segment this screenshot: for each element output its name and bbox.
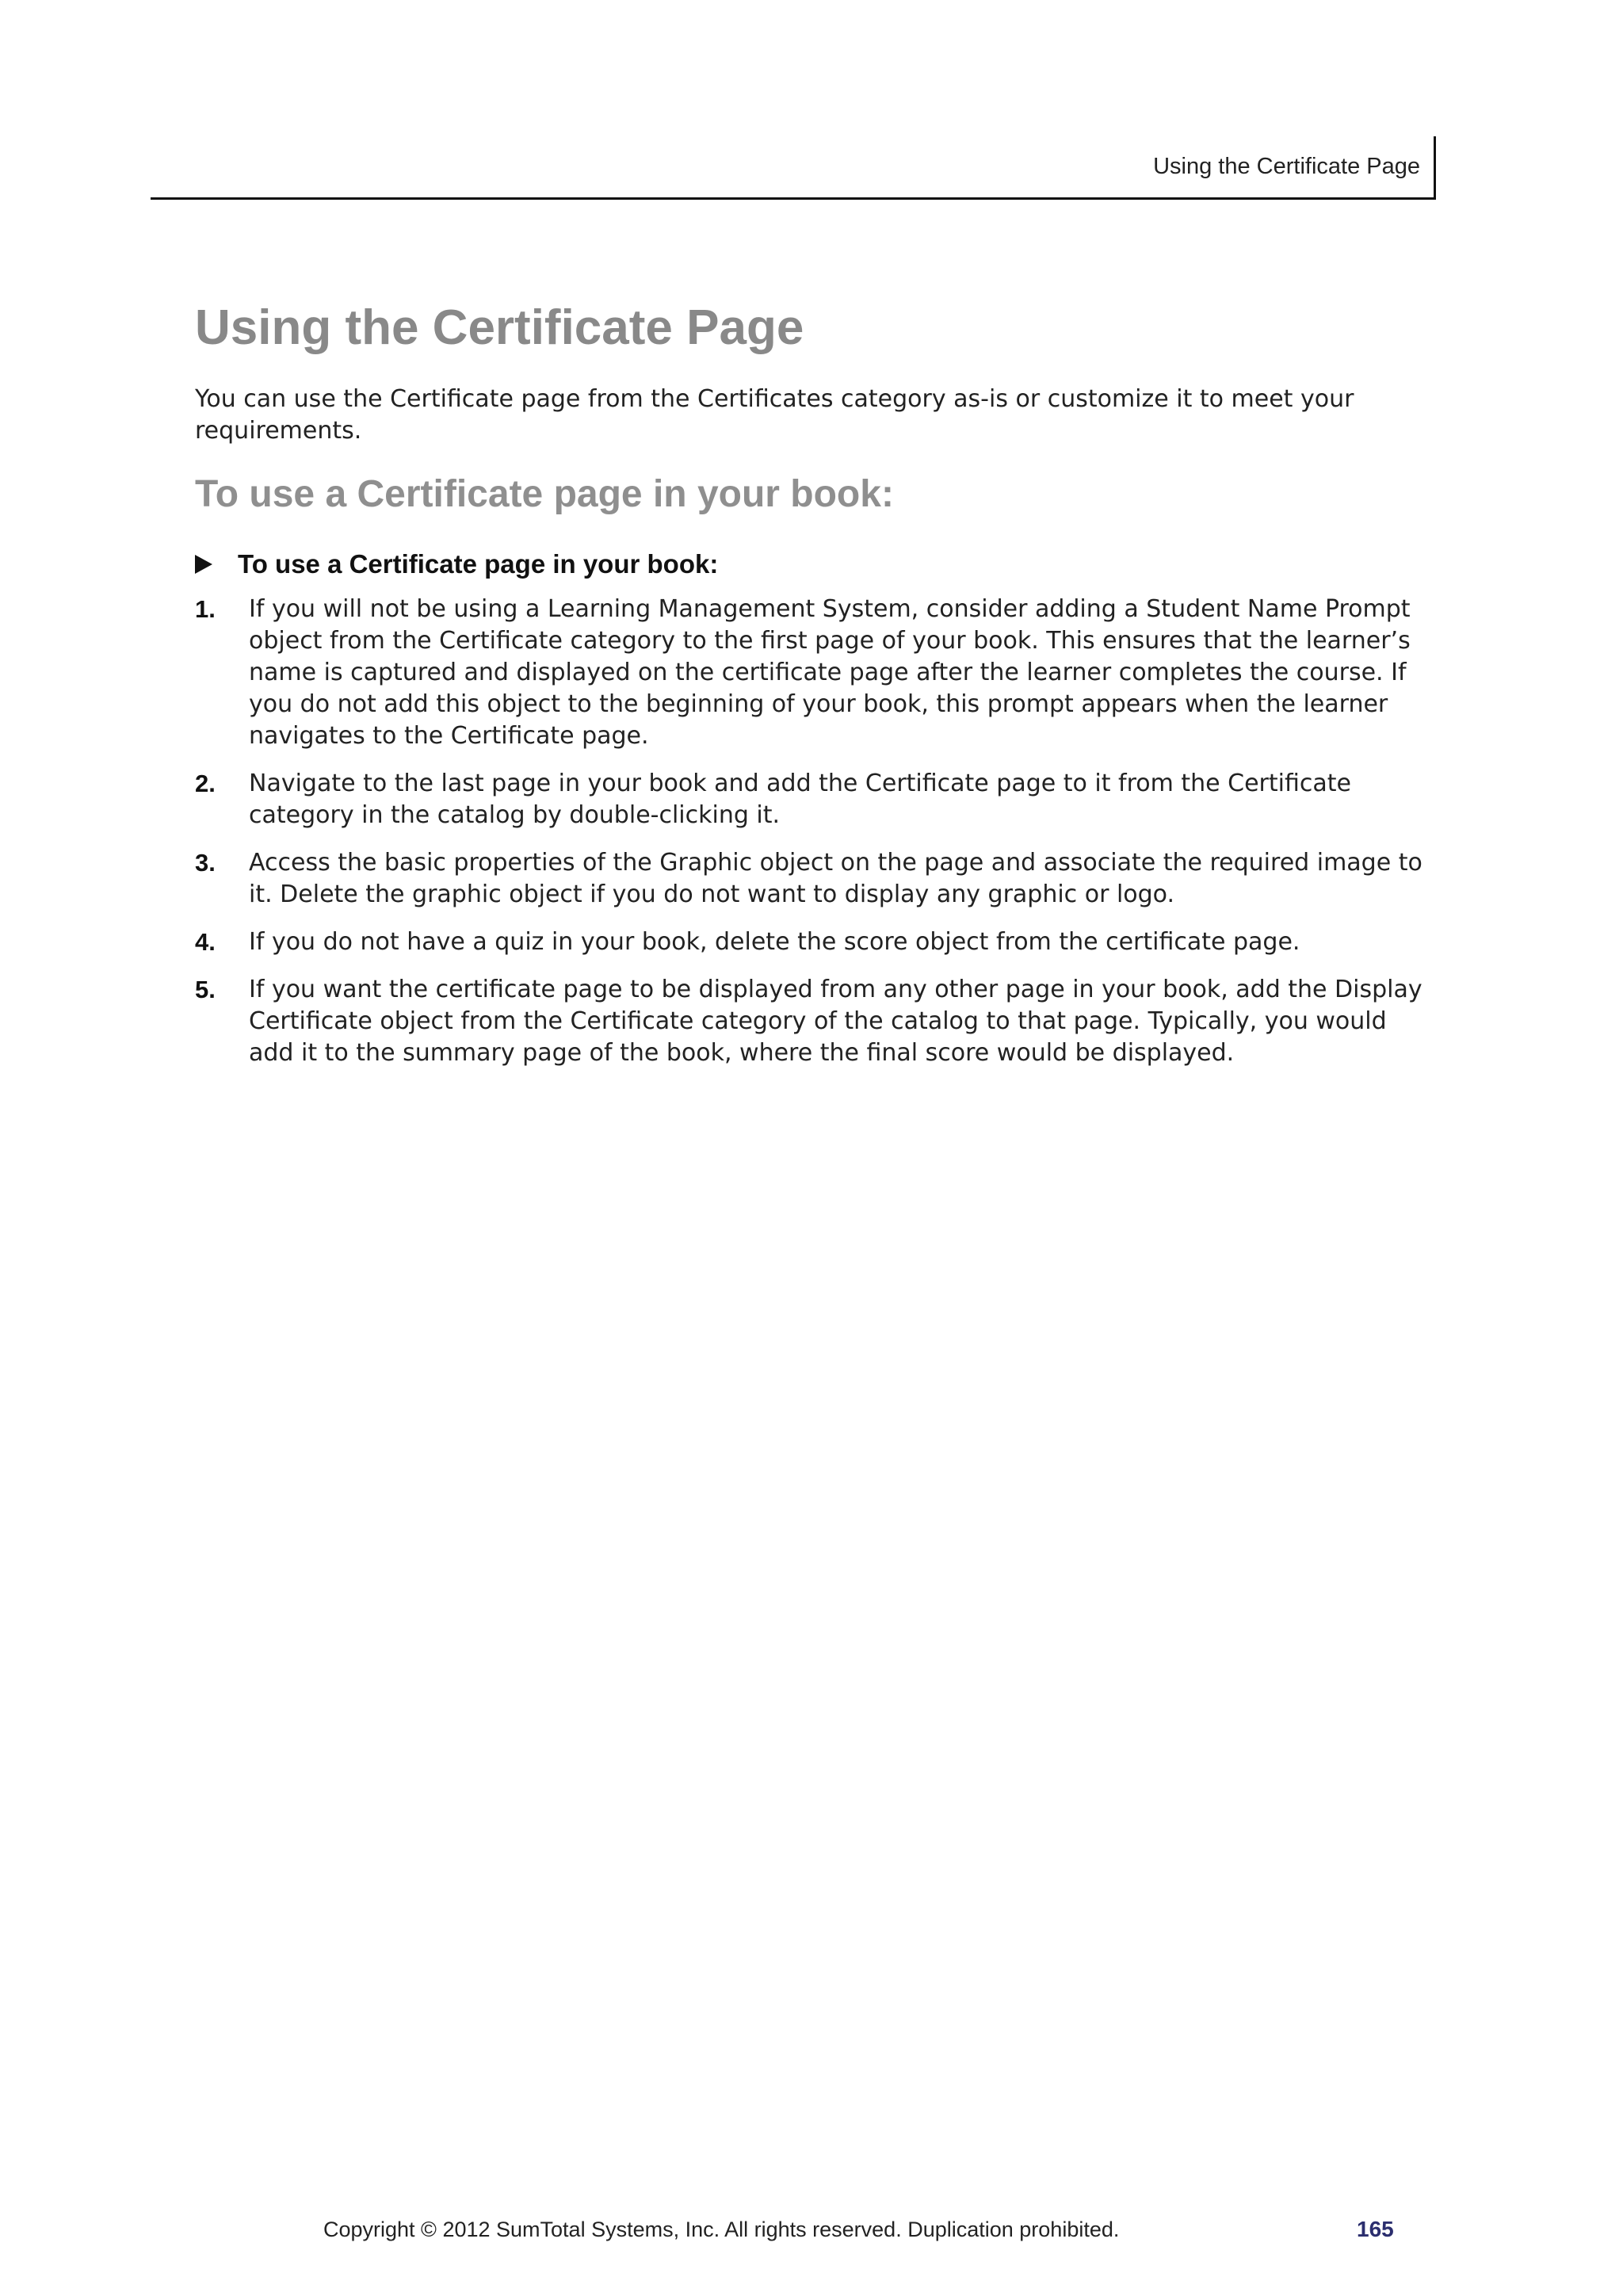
step-number: 3. — [195, 848, 216, 877]
step-text: If you do not have a quiz in your book, delete the score object from the certificate page. — [249, 927, 1300, 956]
procedure-heading-text: To use a Certificate page in your book: — [238, 548, 719, 579]
page-content — [195, 301, 1431, 1085]
footer-copyright: Copyright © 2012 SumTotal Systems, Inc. All rights reserved. Duplication prohibited. — [323, 2218, 1120, 2241]
step-number: 5. — [195, 975, 216, 1003]
section-heading: To use a Certificate page in your book: — [195, 473, 894, 516]
footer-page-number: 165 — [1357, 2217, 1394, 2241]
step-number: 2. — [195, 769, 216, 797]
procedure-heading — [195, 549, 1431, 579]
triangle-right-icon — [195, 555, 212, 574]
procedure-steps — [195, 594, 1431, 1069]
step-text: If you want the certificate page to be displayed from any other page in your book, add the Display Certificate object from the Certificate category of the catalog to that page. Typically, you would add it to the summary page of the book, where the final score would be displayed. — [249, 975, 1423, 1067]
step-number: 1. — [195, 594, 216, 623]
step-item — [195, 974, 1431, 1069]
page-title: Using the Certificate Page — [195, 300, 804, 355]
step-text: Access the basic properties of the Graphic object on the page and associate the required image to it. Delete the graphic object if you do not want to display any graphic or logo. — [249, 848, 1423, 908]
header-rule — [1434, 136, 1436, 200]
intro-paragraph: You can use the Certificate page from the Certificates category as-is or customize it to meet your requirements. — [195, 385, 1354, 445]
step-item — [195, 926, 1431, 958]
running-header-title: Using the Certificate Page — [1153, 154, 1420, 179]
running-header — [151, 136, 1436, 200]
step-item — [195, 847, 1431, 911]
step-number: 4. — [195, 927, 216, 956]
step-item — [195, 594, 1431, 752]
step-text: If you will not be using a Learning Management System, consider adding a Student Name Prompt object from the Certificate category to the first page of your book. This ensures that the learner’s name is captured and displayed on the certificate page after the learner completes the course. If you do not add this object to the beginning of your book, this prompt appears when the learner navigates to the Certificate page. — [249, 594, 1411, 750]
step-text: Navigate to the last page in your book and add the Certificate page to it from the Certificate category in the catalog by double-clicking it. — [249, 769, 1351, 829]
step-item — [195, 768, 1431, 831]
